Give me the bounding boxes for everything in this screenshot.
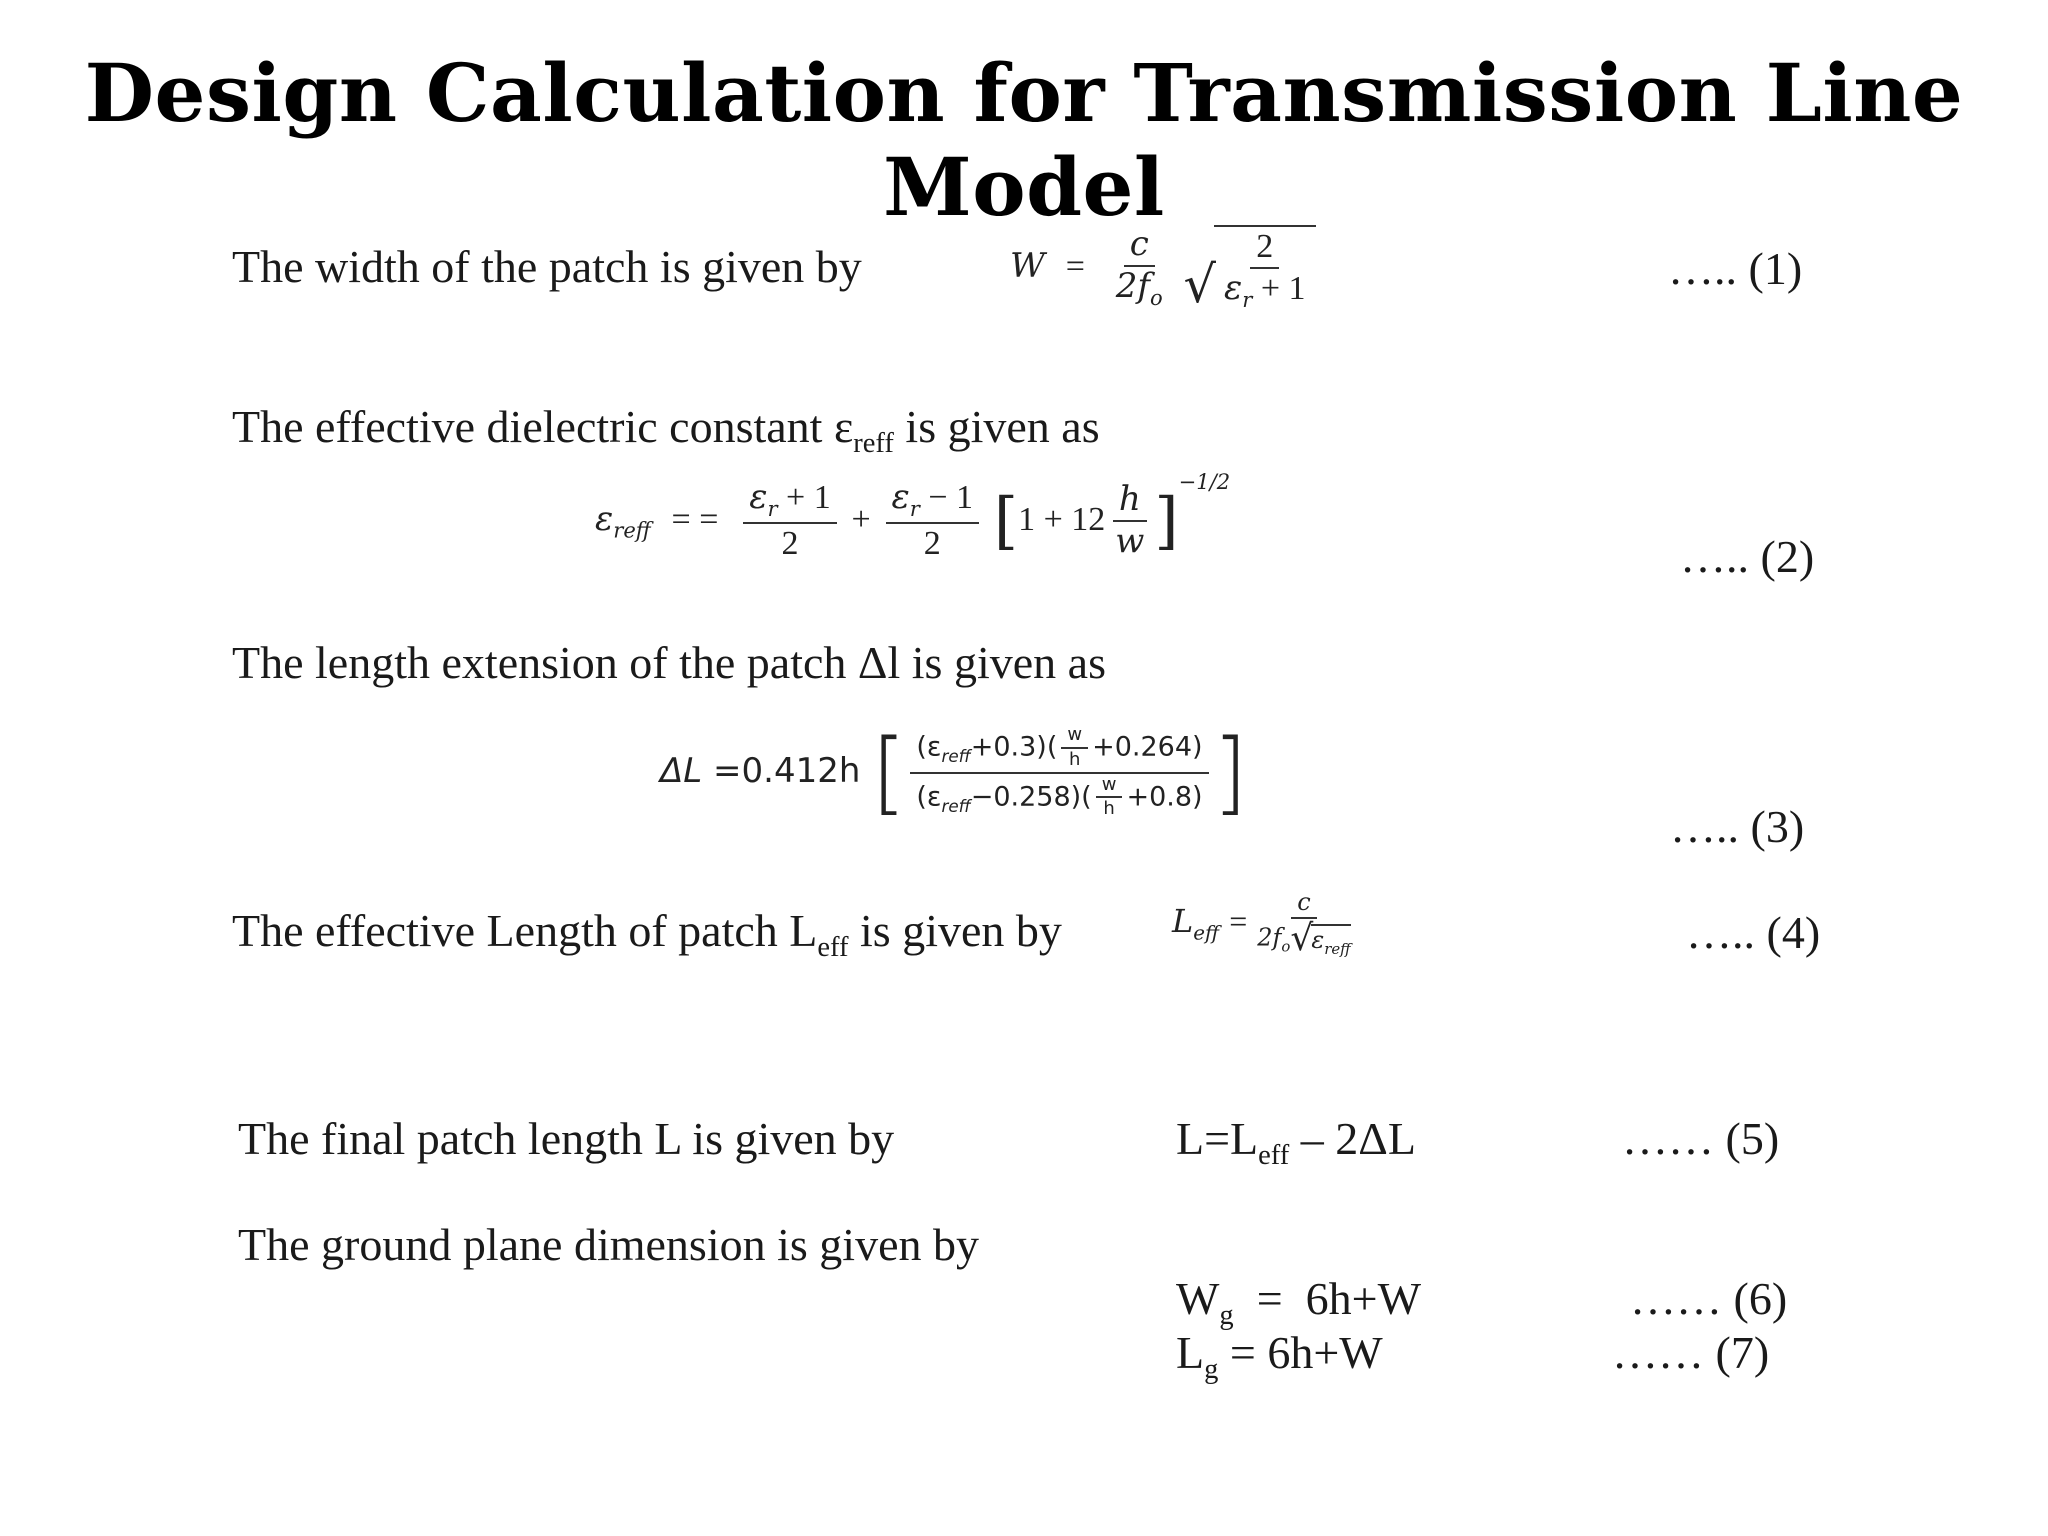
effective-length-equation: $L_{eff}$ = c $2f_o$ √ $\varepsilon_{reff}$ bbox=[1172, 888, 1351, 960]
ground-length-equation: $L_g = 6h+W$ bbox=[1176, 1327, 1383, 1386]
ground-plane-label: The ground plane dimension is given by bbox=[238, 1219, 979, 1270]
equation-number-2: ….. (2) bbox=[1680, 531, 1815, 582]
width-label: The width of the patch is given by bbox=[232, 241, 862, 292]
equation-number-7: …… (7) bbox=[1612, 1327, 1770, 1378]
length-extension-label: The length extension of the patch Δl is given as bbox=[232, 637, 1106, 688]
final-length-equation: $L=L_{eff} - 2\Delta L$ bbox=[1176, 1113, 1416, 1172]
page-title: Design Calculation for Transmission Line Model bbox=[84, 46, 1964, 234]
final-length-label: The final patch length L is given by bbox=[238, 1113, 895, 1164]
equation-number-1: ….. (1) bbox=[1668, 243, 1803, 294]
equation-number-3: ….. (3) bbox=[1670, 801, 1805, 852]
effective-length-label: The effective Length of patch $L_{eff}$ is given by bbox=[232, 905, 1062, 964]
dielectric-equation: $\varepsilon_{reff}$ = = $\frac{\varepsilon_r + 1}{2}$ + $\frac{\varepsilon_r - 1}{2}$ [1 + 12 $\frac{h}{w}$ ]$^{-1/2}$ bbox=[595, 469, 1231, 562]
length-extension-equation: ΔL =0.412h [ $(\varepsilon_{reff}+0.3)$( $\frac{w}{h}$ +0.264) $(\varepsilon_{reff}-0.258)$( $\frac{w}{h}$ +0.8) ] bbox=[660, 720, 1248, 825]
ground-width-equation: $W_g = 6h+W$ bbox=[1176, 1273, 1421, 1332]
equation-number-6: …… (6) bbox=[1630, 1273, 1788, 1324]
dielectric-label: The effective dielectric constant $\varepsilon_{reff}$ is given as bbox=[232, 401, 1100, 460]
width-equation: W = $\frac{c}{2f_o}$ √ $\frac{2}{\varepsilon_r + 1}$ bbox=[1010, 225, 1316, 311]
equation-number-5: …… (5) bbox=[1622, 1113, 1780, 1164]
equation-number-4: ….. (4) bbox=[1686, 907, 1821, 958]
